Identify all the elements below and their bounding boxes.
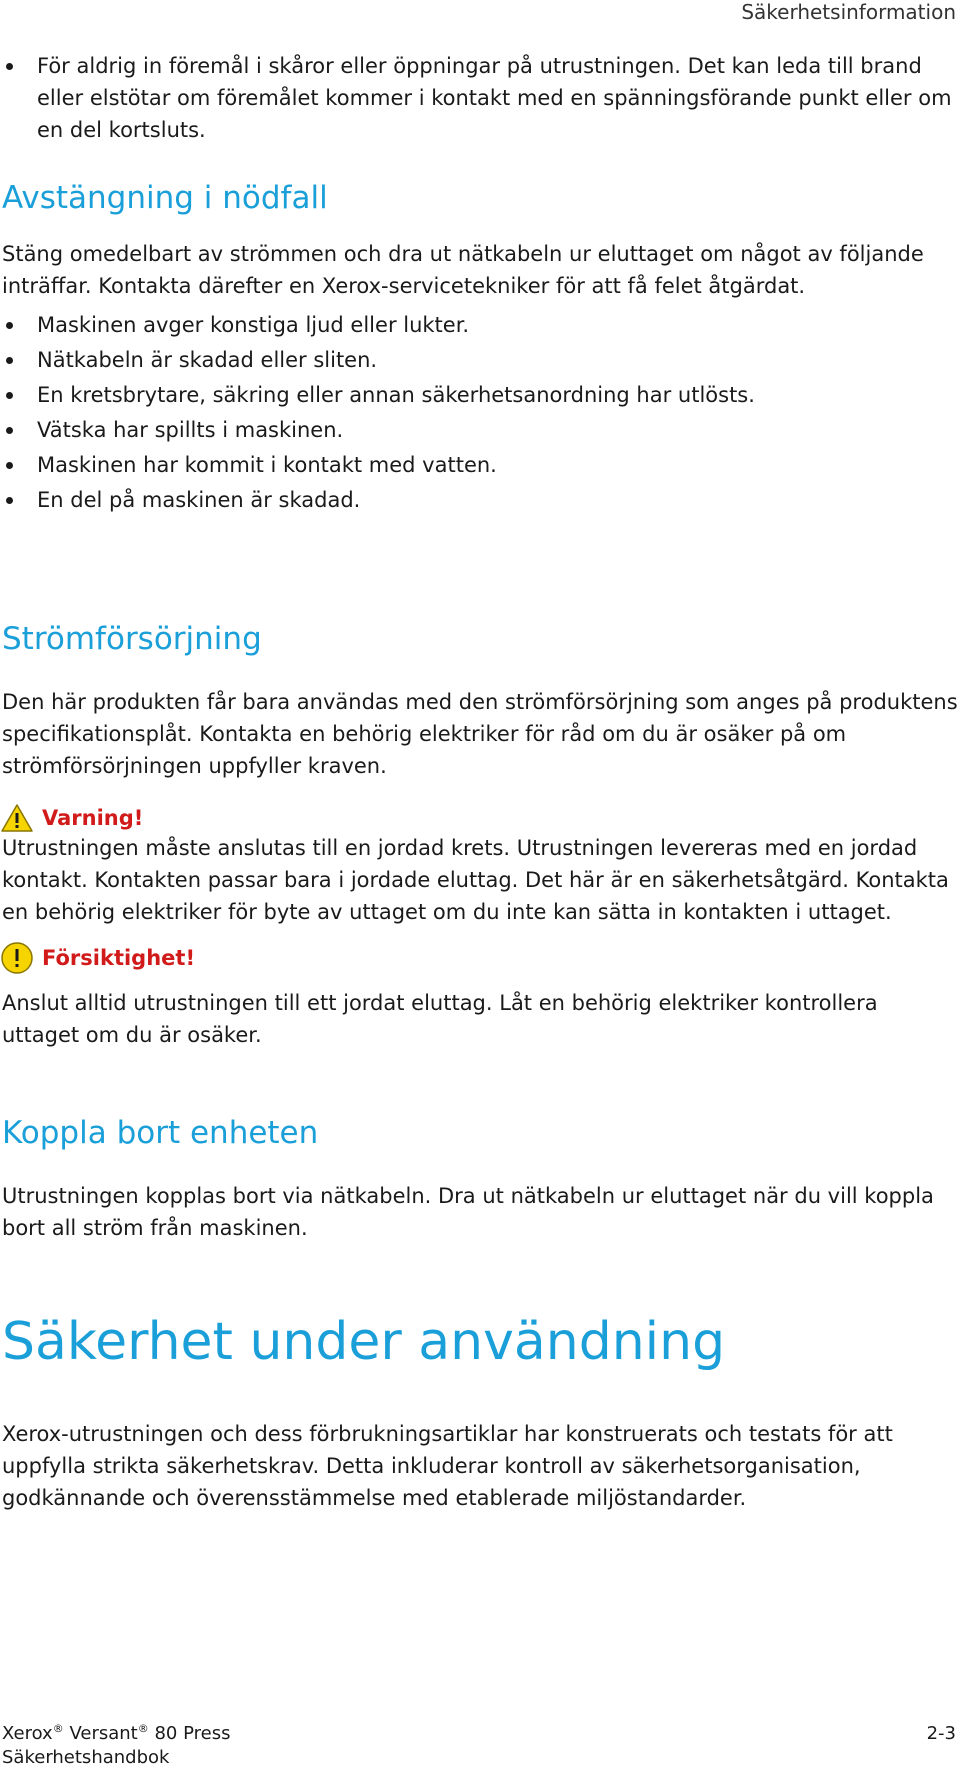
caution-label: Försiktighet! xyxy=(42,946,196,970)
caution-paragraph: Anslut alltid utrustningen till ett jordat eluttag. Låt en behörig elektriker kontrollera uttaget om du är osäker. xyxy=(2,991,878,1047)
bullet-dot xyxy=(6,427,13,434)
footer-book-title: Säkerhetshandbok xyxy=(2,1747,170,1768)
running-header: Säkerhetsinformation xyxy=(741,0,956,24)
bullet-dot xyxy=(6,322,13,329)
list-item xyxy=(0,50,958,146)
registered-mark: ® xyxy=(137,1722,149,1735)
page-number: 2-3 xyxy=(926,1723,956,1744)
warning-label: Varning! xyxy=(42,806,144,830)
bullet-dot xyxy=(6,462,13,469)
list-item-text: Nätkabeln är skadad eller sliten. xyxy=(37,348,378,372)
list-item-text: Maskinen avger konstiga ljud eller lukter. xyxy=(37,313,470,337)
section-heading-emergency: Avstängning i nödfall xyxy=(2,180,328,216)
caution-circle-icon xyxy=(0,941,34,975)
operational-safety-paragraph: Xerox-utrustningen och dess förbrukningsartiklar har konstruerats och testats för att uppfylla strikta säkerhetskrav. Detta inkluderar kontroll av säkerhetsorganisation, godkännande och överensstämmelse med etablerade miljöstandarder. xyxy=(2,1422,893,1510)
list-item-text: En del på maskinen är skadad. xyxy=(37,488,361,512)
list-item xyxy=(0,309,958,341)
registered-mark: ® xyxy=(52,1722,64,1735)
warning-callout xyxy=(0,800,143,836)
list-item xyxy=(0,484,958,516)
footer-brand: Xerox xyxy=(2,1723,53,1744)
bullet-dot xyxy=(6,357,13,364)
list-item xyxy=(0,449,958,481)
chapter-heading-operational-safety: Säkerhet under användning xyxy=(2,1312,726,1372)
list-item-text: Maskinen har kommit i kontakt med vatten. xyxy=(37,453,497,477)
list-item xyxy=(0,379,958,411)
caution-callout xyxy=(0,940,195,976)
bullet-dot xyxy=(6,497,13,504)
power-supply-paragraph: Den här produkten får bara användas med den strömförsörjning som anges på produktens specifikationsplåt. Kontakta en behörig elektriker för råd om du är osäker på om strömförsörjningen uppfyller kraven. xyxy=(2,690,958,778)
list-item xyxy=(0,344,958,376)
emergency-bullet-list xyxy=(0,309,958,516)
warning-paragraph: Utrustningen måste anslutas till en jordad krets. Utrustningen levereras med en jordad kontakt. Kontakten passar bara i jordade eluttag. Det här är en säkerhetsåtgärd. Kontakta en behörig elektriker för byte av uttaget om du inte kan sätta in kontakten i uttaget. xyxy=(2,836,949,924)
footer-product: Versant xyxy=(69,1723,138,1744)
section-heading-power-supply: Strömförsörjning xyxy=(2,621,262,657)
list-item-text: En kretsbrytare, säkring eller annan säkerhetsanordning har utlösts. xyxy=(37,383,755,407)
bullet-dot xyxy=(6,392,13,399)
list-item-text: Vätska har spillts i maskinen. xyxy=(37,418,344,442)
footer-model: 80 Press xyxy=(154,1723,231,1744)
disconnect-paragraph: Utrustningen kopplas bort via nätkabeln. Dra ut nätkabeln ur eluttaget när du vill koppla bort all ström från maskinen. xyxy=(2,1184,934,1240)
emergency-paragraph: Stäng omedelbart av strömmen och dra ut nätkabeln ur eluttaget om något av följande inträffar. Kontakta därefter en Xerox-servicetekniker för att få felet åtgärdat. xyxy=(2,242,924,298)
footer-product-line xyxy=(2,1722,230,1746)
warning-triangle-icon xyxy=(0,803,34,833)
list-item-text: För aldrig in föremål i skåror eller öppningar på utrustningen. Det kan leda till brand eller elstötar om föremålet kommer i kontakt med en spänningsförande punkt eller om en del kortsluts. xyxy=(37,54,952,142)
list-item xyxy=(0,414,958,446)
intro-bullet-list xyxy=(0,50,958,146)
section-heading-disconnect: Koppla bort enheten xyxy=(2,1115,319,1151)
bullet-dot xyxy=(6,63,13,70)
